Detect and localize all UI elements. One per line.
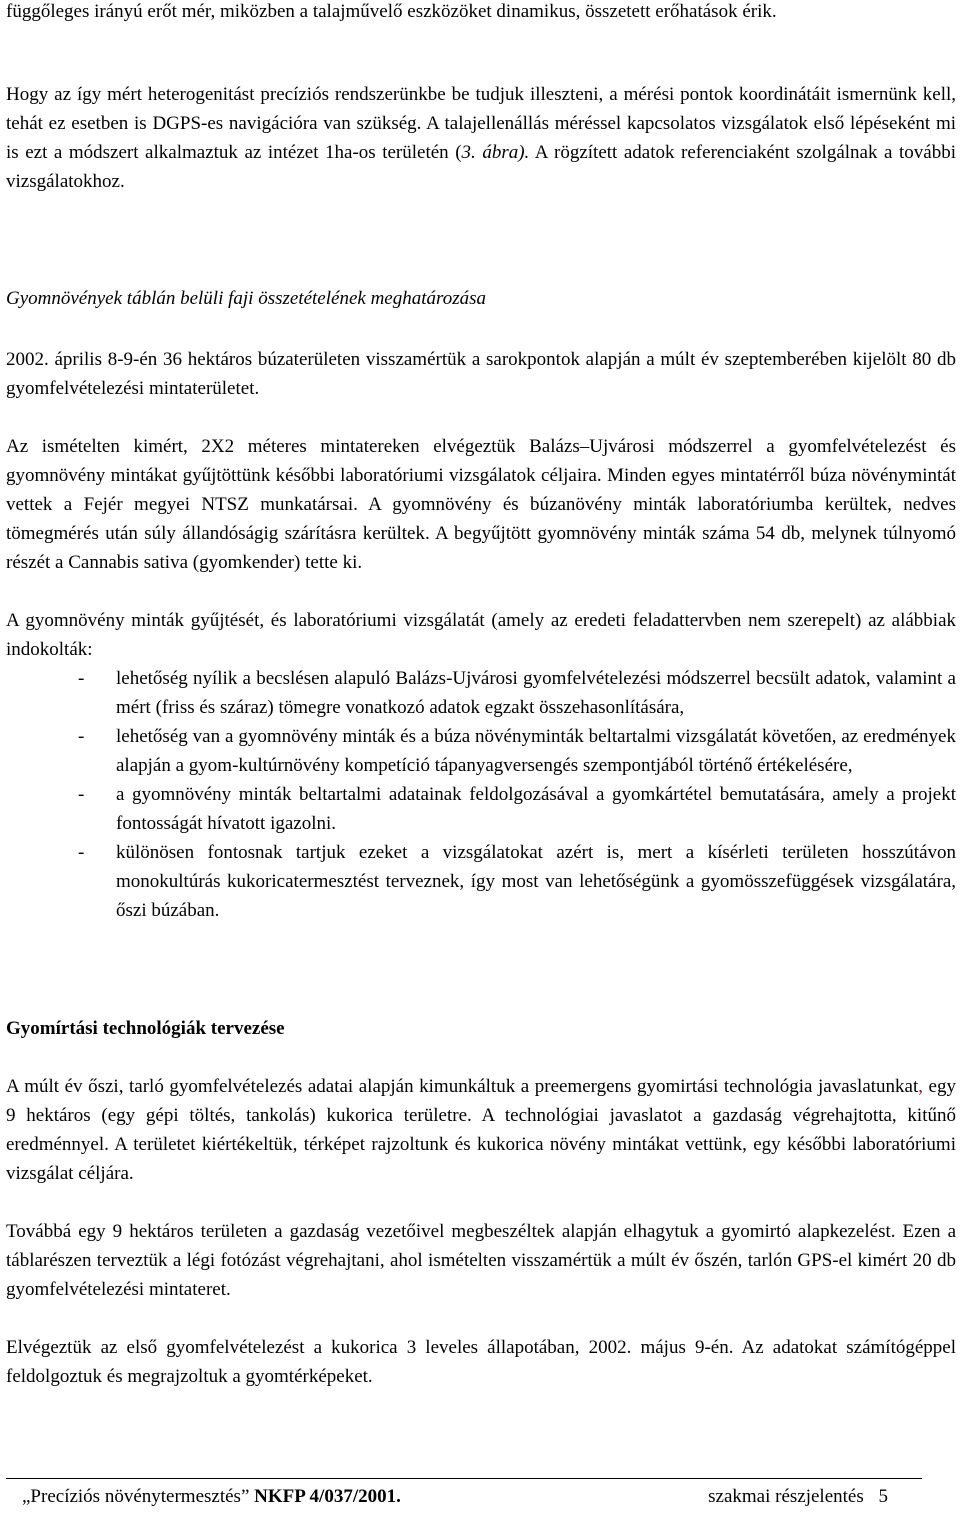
paragraph-first-survey: Elvégeztük az első gyomfelvételezést a kukorica 3 leveles állapotában, 2002. május 9-én. Az adatokat számítógéppel feldolgoztuk és megrajzoltuk a gyomtérképeket. (6, 1337, 956, 1387)
list-bullet: - (78, 726, 85, 747)
reasons-list (6, 664, 956, 925)
list-item: - lehetőség nyílik a becslésen alapuló Balázs-Ujvárosi gyomfelvételezési módszerrel becsült adatok, valamint a mért (friss és száraz) tömegre vonatkozó adatok egzakt összehasonlítására, (6, 664, 956, 722)
list-bullet: - (78, 842, 85, 863)
footer-report-label: szakmai részjelentés (708, 1486, 864, 1507)
paragraph-reasons-intro: A gyomnövény minták gyűjtését, és laboratóriumi vizsgálatát (amely az eredeti feladattervben nem szerepelt) az alábbiak indokolták: (6, 610, 956, 660)
footer-title: „Precíziós növénytermesztés” (22, 1486, 250, 1507)
footer-left (22, 1484, 401, 1510)
paragraph-preemergent: A múlt év őszi, tarló gyomfelvételezés adatai alapján kimunkáltuk a preemergens gyomirtási technológia javaslatunkat, egy 9 hektáros (egy gépi töltés, tankolás) kukorica területre. A technológiai javaslatot a gazdaság végrehajtotta, kitűnő eredménnyel. A területet kiértékeltük, térképet rajzoltunk és kukorica növény mintákat vettünk, egy későbbi laboratóriumi vizsgálat céljára. (6, 1076, 956, 1184)
list-item: - különösen fontosnak tartjuk ezeket a vizsgálatokat azért is, mert a kísérleti területen hosszútávon monokultúrás kukoricatermesztést terveznek, így most van lehetőségünk a gyomösszefüggések vizsgálatára, őszi búzában. (6, 838, 956, 925)
footer-page-number: 5 (878, 1486, 888, 1507)
page-footer (22, 1484, 888, 1510)
footer-right (708, 1484, 888, 1510)
paragraph-aerial-photo: Továbbá egy 9 hektáros területen a gazdaság vezetőivel megbeszéltek alapján elhagytuk a gyomirtó alapkezelést. Ezen a táblarészen terveztük a légi fotózást végrehajtani, ahol ismételten visszamértük a múlt év őszén, tarlón GPS-el kimért 20 db gyomfelvételezési mintateret. (6, 1221, 956, 1300)
red-comma: , (918, 1076, 923, 1097)
paragraph-intro-continued: függőleges irányú erőt mér, miközben a talajművelő eszközöket dinamikus, összetett erőhatások érik. (6, 1, 777, 22)
list-item: - a gyomnövény minták beltartalmi adatainak feldolgozásával a gyomkártétel bemutatására, amely a projekt fontosságát hívatott igazolni. (6, 780, 956, 838)
paragraph-sampling-2002: 2002. április 8-9-én 36 hektáros búzaterületen visszamértük a sarokpontok alapján a múlt év szeptemberében kijelölt 80 db gyomfelvételezési mintaterületet. (6, 349, 956, 399)
footer-project-code: NKFP 4/037/2001. (254, 1486, 401, 1507)
list-bullet: - (78, 784, 85, 805)
list-bullet: - (78, 668, 85, 689)
footer-rule (6, 1478, 922, 1479)
paragraph-sampling-method: Az ismételten kimért, 2X2 méteres mintatereken elvégeztük Balázs–Ujvárosi módszerrel a gyomfelvételezést és gyomnövény mintákat gyűjtöttünk későbbi laboratóriumi vizsgálatok céljaira. Minden egyes mintatérről búza növénymintát vettek a Fejér megyei NTSZ munkatársai. A gyomnövény és búzanövény minták laboratóriumba kerültek, nedves tömegmérés után súly állandóságig szárításra kerültek. A begyűjtött gyomnövény minták száma 54 db, melynek túlnyomó részét a Cannabis sativa (gyomkender) tette ki. (6, 436, 956, 573)
list-item: - lehetőség van a gyomnövény minták és a búza növényminták beltartalmi vizsgálatát követően, az eredmények alapján a gyom-kultúrnövény kompetíció tápanyagversengés szempontjából történő értékelésére, (6, 722, 956, 780)
section-heading-weeds: Gyomnövények táblán belüli faji összetételének meghatározása (6, 288, 486, 309)
figure-reference: 3. ábra). (461, 142, 530, 163)
paragraph-dgps: Hogy az így mért heterogenitást precíziós rendszerünkbe be tudjuk illeszteni, a mérési pontok koordinátáit ismernünk kell, tehát ez esetben is DGPS-es navigációra van szükség. A talajellenállás méréssel kapcsolatos vizsgálatok első lépéseként mi is ezt a módszert alkalmaztuk az intézet 1ha-os területén (3. ábra). A rögzített adatok referenciaként szolgálnak a további vizsgálatokhoz. (6, 84, 956, 192)
section-heading-herbicide: Gyomírtási technológiák tervezése (6, 1018, 285, 1039)
